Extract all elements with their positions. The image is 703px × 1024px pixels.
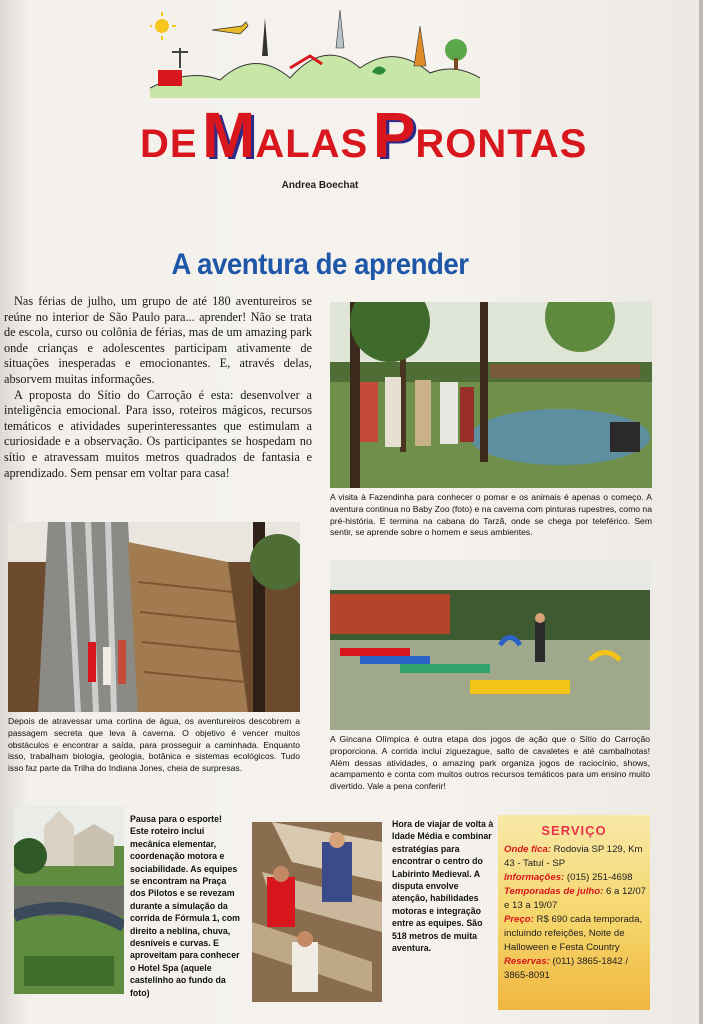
- caption-olympic-gincana: A Gincana Olímpica é outra etapa dos jogos de ação que o Sítio do Carroção proporciona. A corrida inclui ziguezague, salto de cavaletes e até cambalhotas! Além dessas atividades, o amazing park organiza jogos de raciocínio, shows, acampamento e conta com muitos outros recursos temáticos para um ensino muito divertido. Vale a pena conferir!: [330, 734, 650, 792]
- eiffel-tower-icon: [262, 18, 268, 56]
- masthead-initial-m: M: [202, 99, 256, 171]
- caption-waterfall-cave: Depois de atravessar uma cortina de água, os aventureiros descobrem a passagem secreta que leva à caverna. O objetivo é vencer muitos obstáculos e encontrar a saída, para prosseguir a caminhada. Enquanto isso, trabalham biologia, geologia, botânica e sistemas ecológicos. Tudo isso faz parte da Trilha do Indiana Jones, cheia de surpresas.: [8, 716, 300, 774]
- pilots-square-photo: [14, 806, 124, 994]
- page-edge: [699, 0, 703, 1024]
- liberty-statue-icon: [336, 10, 344, 48]
- intro-paragraph-1: Nas férias de julho, um grupo de até 180 aventureiros se reúne no interior de São Paulo para... aprender! Não se trata de escola, curso ou colônia de férias, mas de um amazing park onde crianças e adolescentes participam ativamente de situações inesperadas e emocionantes. E, através delas, absorvem muitas informações.: [4, 294, 312, 386]
- caption-pilots-square: Pausa para o esporte! Este roteiro inclui mecânica elementar, coordenação motora e sociabilidade. As equipes se encontram na Praça dos Pilotos e se revezam durante a simulação da corrida de Fórmula 1, com direito a neblina, chuva, desníveis e curvas. E aproveitam para conhecer o Hotel Spa (aquele castelinho ao fundo da foto): [130, 814, 240, 998]
- article-headline: A aventura de aprender: [171, 248, 469, 281]
- caption-medieval-labyrinth: Hora de viajar de volta à Idade Média e combinar estratégias para encontrar o centro do Labirinto Medieval. A disputa envolve atenção, habilidades motoras e integração entre as equipes. São 518 metros de muita aventura.: [392, 819, 494, 954]
- section-masthead: [140, 98, 588, 171]
- olympic-gincana-photo: [330, 560, 650, 730]
- service-seasons: Temporadas de julho: 6 a 12/07 e 13 a 19/07: [504, 886, 647, 911]
- caption-baby-zoo: A visita à Fazendinha para conhecer o pomar e os animais é apenas o começo. A aventura continua no Baby Zoo (foto) e na caverna com pinturas rupestres, como na pré-história. E termina na cabana do Tarzã, onde se chega por teleférico. Sem sentir, se aprende sobre o homem e seus ambientes.: [330, 492, 652, 538]
- medieval-labyrinth-photo: [252, 822, 382, 1002]
- service-body: [504, 843, 646, 983]
- waterfall-cave-photo: [8, 522, 300, 712]
- masthead-word-rontas: RONTAS: [415, 122, 588, 166]
- service-location: Onde fica: Rodovia SP 129, Km 43 - Tatuí - SP: [504, 844, 643, 869]
- airplane-icon: [212, 22, 248, 34]
- service-info-phone: Informações: (015) 251-4698: [504, 872, 633, 883]
- intro-paragraph-2: A proposta do Sítio do Carroção é esta: desenvolver a inteligência emocional. Para isso, roteiros mágicos, recursos temáticos e atividades superinteressantes que estimulam a curiosidade e a observação. Os participantes se hospedam no sítio e atravessam muitos metros quadrados de fantasia e aprendizado. Sem pensar em voltar para casa!: [4, 387, 312, 480]
- service-title: SERVIÇO: [541, 823, 607, 838]
- masthead-word-de: DE: [140, 122, 198, 166]
- service-reservations: Reservas: (011) 3865-1842 / 3865-8091: [504, 956, 629, 981]
- baby-zoo-photo: [330, 302, 652, 488]
- service-info-box: [498, 815, 650, 1010]
- article-intro: [4, 294, 312, 481]
- tree-icon: [445, 39, 467, 61]
- author-byline: Andrea Boechat: [281, 180, 359, 191]
- masthead-word-alas: ALAS: [255, 122, 369, 166]
- sun-icon: [155, 19, 169, 33]
- masthead-initial-p: P: [372, 99, 416, 171]
- travel-illustration: [150, 8, 480, 98]
- tower-icon: [414, 26, 426, 66]
- service-price: Preço: R$ 690 cada temporada, incluindo refeições, Noite de Halloween e Festa Country: [504, 914, 643, 953]
